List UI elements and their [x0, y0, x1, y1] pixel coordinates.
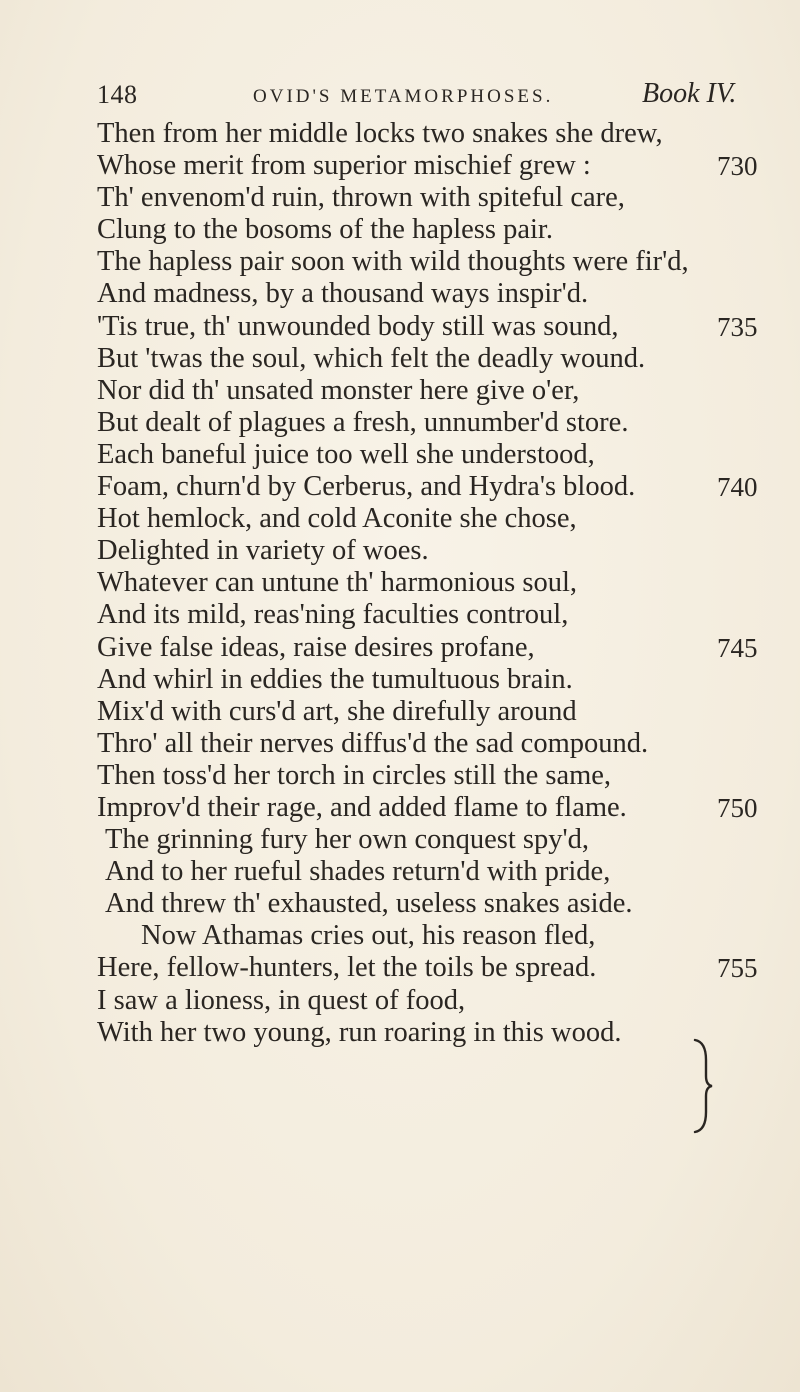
- verse-text: Now Athamas cries out, his reason fled,: [141, 920, 596, 952]
- verse-text: Each baneful juice too well she understood,: [97, 438, 595, 470]
- verse-line: [97, 599, 777, 631]
- verse-line: [97, 952, 777, 984]
- line-number: 745: [717, 632, 758, 663]
- verse-text: Whatever can untune th' harmonious soul,: [97, 567, 578, 599]
- verse-line: [97, 888, 777, 920]
- verse-text: Clung to the bosoms of the hapless pair.: [97, 214, 553, 246]
- verse-line: [97, 118, 777, 150]
- verse-text: I saw a lioness, in quest of food,: [97, 984, 466, 1016]
- verse-text: And its mild, reas'ning faculties controul,: [97, 599, 569, 631]
- verse-line: [97, 471, 777, 503]
- verse-text: Mix'd with curs'd art, she direfully around: [97, 695, 577, 727]
- verse-text: And madness, by a thousand ways inspir'd.: [97, 278, 589, 310]
- verse-line: [97, 567, 777, 599]
- verse-line: [97, 985, 777, 1017]
- book-label: Book IV.: [642, 78, 737, 109]
- verse-text: Hot hemlock, and cold Aconite she chose,: [97, 503, 577, 535]
- verse-line: [97, 214, 777, 246]
- verse-line: [97, 728, 777, 760]
- triplet-brace-icon: [692, 1036, 714, 1136]
- verse-text: But dealt of plagues a fresh, unnumber'd store.: [97, 406, 629, 438]
- verse-line: [97, 375, 777, 407]
- verse-text: Then toss'd her torch in circles still the same,: [97, 759, 612, 791]
- verse-line: [97, 632, 777, 664]
- verse-line: [97, 343, 777, 375]
- verse-text: Here, fellow-hunters, let the toils be spread.: [97, 952, 597, 984]
- verse-line: [97, 311, 777, 343]
- verse-line: [97, 503, 777, 535]
- page-number: 148: [97, 80, 138, 109]
- verse-text: Whose merit from superior mischief grew :: [97, 150, 591, 182]
- verse-text: Th' envenom'd ruin, thrown with spiteful care,: [97, 182, 625, 214]
- verse-line: [97, 150, 777, 182]
- verse-text: With her two young, run roaring in this wood.: [97, 1016, 622, 1048]
- verse-line: [97, 824, 777, 856]
- verse-line: [97, 246, 777, 278]
- verse-text: But 'twas the soul, which felt the deadly wound.: [97, 342, 646, 374]
- line-number: 735: [717, 311, 758, 342]
- verse-line: [97, 182, 777, 214]
- verse-line: [97, 920, 777, 952]
- verse-text: Delighted in variety of woes.: [97, 535, 429, 567]
- verse-line: [97, 856, 777, 888]
- verse-line: [97, 760, 777, 792]
- running-head: [97, 78, 737, 118]
- verse-text: And whirl in eddies the tumultuous brain.: [97, 663, 573, 695]
- verse-text: Give false ideas, raise desires profane,: [97, 631, 535, 663]
- verse-line: [97, 1017, 777, 1049]
- line-number: 740: [717, 472, 758, 503]
- verse-line: [97, 664, 777, 696]
- verse-line: [97, 407, 777, 439]
- running-title: OVID'S METAMORPHOSES.: [253, 86, 554, 107]
- verse-line: [97, 792, 777, 824]
- verse-line: [97, 696, 777, 728]
- line-number: 755: [717, 953, 758, 984]
- verse-block: [97, 118, 777, 1049]
- verse-text: Foam, churn'd by Cerberus, and Hydra's blood.: [97, 471, 636, 503]
- line-number: 750: [717, 792, 758, 823]
- verse-text: Improv'd their rage, and added flame to flame.: [97, 791, 627, 823]
- verse-text: And to her rueful shades return'd with pride,: [105, 856, 611, 888]
- verse-line: [97, 535, 777, 567]
- verse-text: 'Tis true, th' unwounded body still was sound,: [97, 310, 619, 342]
- verse-text: The hapless pair soon with wild thoughts were fir'd,: [97, 246, 689, 278]
- verse-text: The grinning fury her own conquest spy'd,: [105, 824, 589, 856]
- verse-line: [97, 439, 777, 471]
- verse-text: And threw th' exhausted, useless snakes aside.: [105, 888, 633, 920]
- verse-text: Nor did th' unsated monster here give o'er,: [97, 374, 580, 406]
- verse-text: Then from her middle locks two snakes she drew,: [97, 118, 663, 149]
- verse-text: Thro' all their nerves diffus'd the sad compound.: [97, 727, 649, 759]
- line-number: 730: [717, 151, 758, 182]
- verse-line: [97, 278, 777, 310]
